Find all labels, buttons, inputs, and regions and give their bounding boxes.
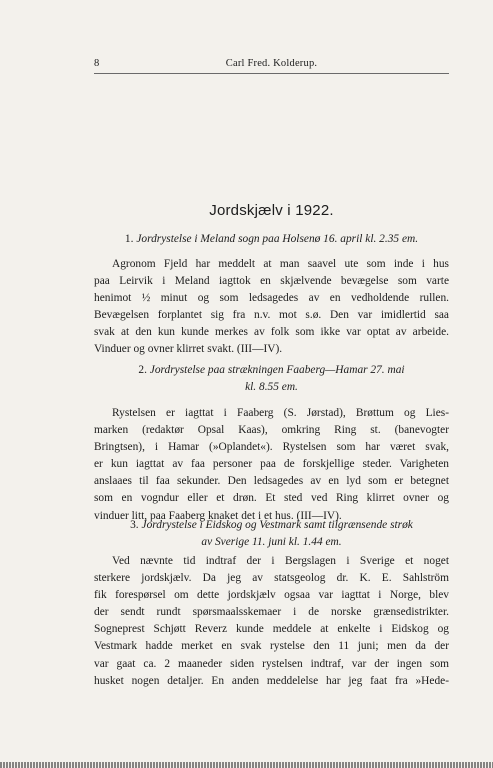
body-line: paa Leirvik i Meland iagttok en skjælvende bevægelse som varte bbox=[94, 275, 449, 288]
section-1-heading bbox=[94, 231, 449, 248]
body-line: Bringtsen), i Hamar (»Oplandet«). Rystelsen som har været svak, bbox=[94, 441, 449, 454]
section-2 bbox=[94, 362, 449, 396]
running-head: Carl Fred. Kolderup. bbox=[225, 58, 318, 69]
body-line: svak at den kun kunde merkes av folk som ikke var optat av arbeide. bbox=[94, 326, 449, 339]
section-1 bbox=[94, 231, 449, 248]
body-line: henimot ½ minut og som ledsagedes av en vedholdende rullen. bbox=[94, 292, 449, 305]
body-line: Vestmark hadde merket en svak rystelse den 11 juni; men da der bbox=[94, 640, 449, 653]
body-line: marken (redaktør Opsal Kaas), omkring Ring st. (banevogter bbox=[94, 424, 449, 437]
section-1-body bbox=[94, 256, 449, 359]
body-line: husket nogen detaljer. En anden meddelelse har jeg faat fra »Hede- bbox=[94, 674, 449, 687]
page-number: 8 bbox=[94, 58, 100, 69]
section-1-heading-line-1: Jordrystelse i Meland sogn paa Holsenø 16. april kl. 2.35 em. bbox=[136, 233, 419, 245]
section-2-heading-line-1: Jordrystelse paa strækningen Faaberg—Hamar 27. mai bbox=[149, 364, 405, 376]
body-line: anslaaes til faa sekunder. Den ledsagedes av en lyd som er betegnet bbox=[94, 475, 449, 488]
section-3 bbox=[94, 517, 449, 551]
body-line: var gaat ca. 2 maaneder siden rystelsen indtraf, var der ingen som bbox=[94, 657, 449, 670]
section-2-body bbox=[94, 405, 449, 525]
page-header bbox=[94, 57, 449, 74]
section-2-heading-line-2: kl. 8.55 em. bbox=[245, 381, 298, 394]
section-1-number: 1. bbox=[124, 233, 134, 245]
body-line: fik forespørsel om dette jordskjælv ogsaa var iagttat i Norge, blev bbox=[94, 589, 449, 602]
section-3-heading-line-1: Jordrystelse i Eidskog og Vestmark samt tilgrænsende strøk bbox=[141, 519, 413, 531]
body-line: der sendt rundt spørsmaalsskemaer i de norske grænsedistrikter. bbox=[94, 606, 449, 619]
body-line: vinduer litt, paa Faaberg knaket det i et hus. (III—IV). bbox=[94, 509, 342, 522]
body-line: Bevægelsen forplantet sig fra n.v. mot s.ø. Den var imidlertid saa bbox=[94, 309, 449, 322]
scan-edge-noise bbox=[0, 762, 493, 768]
section-3-number: 3. bbox=[130, 519, 139, 531]
section-2-heading bbox=[94, 362, 449, 396]
section-3-body bbox=[94, 553, 449, 690]
body-line: er kun iagttat av faa personer paa de forskjellige steder. Varigheten bbox=[94, 458, 449, 471]
section-3-heading bbox=[94, 517, 449, 551]
body-line: sterkere jordskjælv. Da jeg av statsgeolog dr. K. E. Sahlström bbox=[94, 572, 449, 585]
body-line: Sogneprest Schjøtt Reverz kunde meddele at enkelte i Eidskog og bbox=[94, 623, 449, 636]
body-line: Rystelsen er iagttat i Faaberg (S. Jørstad), Brøttum og Lies- bbox=[112, 407, 449, 419]
body-line: som en vogndur eller et drøn. Et sted ved Ring klirret ovner og bbox=[94, 492, 449, 505]
body-line: Ved nævnte tid indtraf der i Bergslagen i Sverige et noget bbox=[112, 555, 449, 567]
body-line: Vinduer og ovner klirret svakt. (III—IV). bbox=[94, 343, 283, 356]
body-line: Agronom Fjeld har meddelt at man saavel ute som inde i hus bbox=[112, 258, 449, 270]
article-title: Jordskjælv i 1922. bbox=[209, 202, 334, 219]
section-3-heading-line-2: av Sverige 11. juni kl. 1.44 em. bbox=[201, 536, 342, 549]
section-2-number: 2. bbox=[138, 364, 147, 376]
